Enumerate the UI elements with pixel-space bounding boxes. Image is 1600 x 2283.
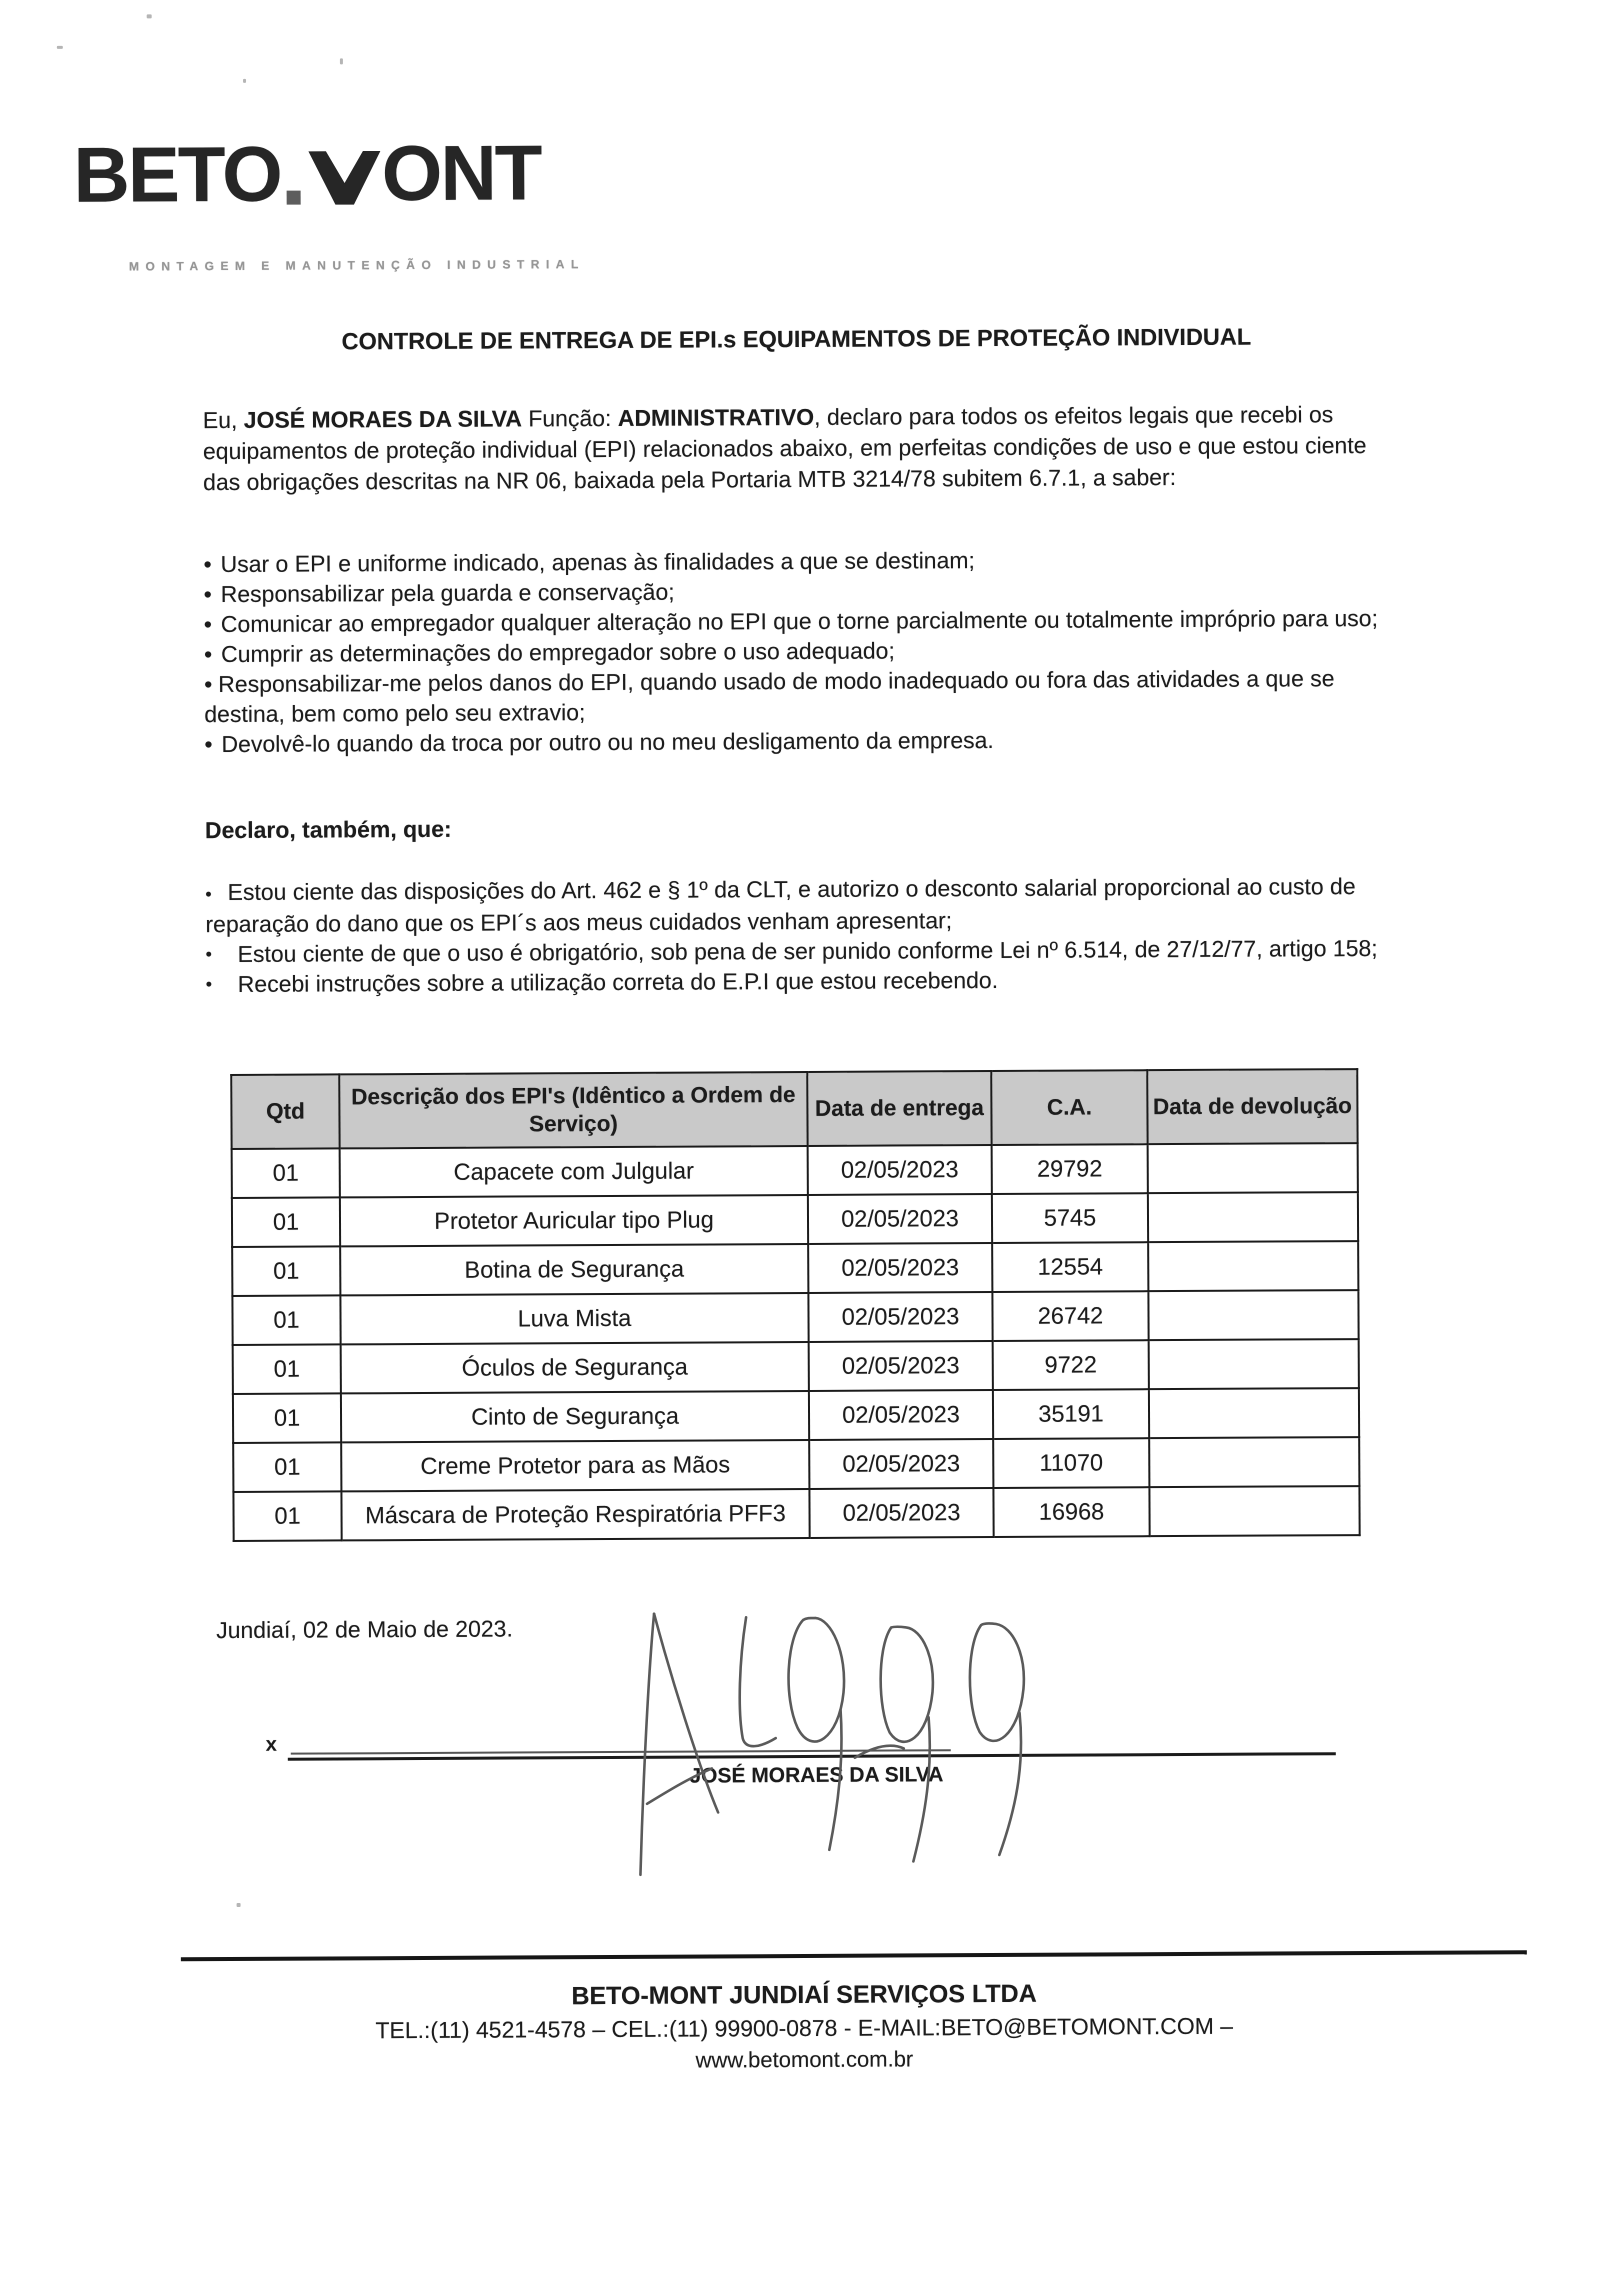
- logo-dot-icon: [287, 191, 301, 205]
- footer-website: www.betomont.com.br: [695, 2046, 914, 2073]
- cell-data-devolucao: [1148, 1192, 1358, 1242]
- list-item-text: Recebi instruções sobre a utilização correta do E.P.I que estou recebendo.: [237, 966, 999, 997]
- table-header-descricao: Descrição dos EPI's (Idêntico a Ordem de Serviço): [339, 1072, 807, 1148]
- table-row: [233, 1437, 1359, 1492]
- cell-data-entrega: 02/05/2023: [808, 1292, 992, 1342]
- cell-ca: 35191: [993, 1389, 1149, 1439]
- logo-text-beto: BETO: [73, 129, 282, 219]
- cell-data-devolucao: [1149, 1388, 1359, 1438]
- list-item-text: Estou ciente de que o uso é obrigatório, sob pena de ser punido conforme Lei nº 6.514, de 27/12/77, artigo 158;: [237, 934, 1378, 967]
- cell-ca: 12554: [992, 1242, 1148, 1292]
- table-row: [233, 1388, 1359, 1443]
- table-row: [233, 1339, 1359, 1394]
- cell-data-entrega: 02/05/2023: [809, 1439, 993, 1489]
- cell-ca: 5745: [992, 1193, 1148, 1243]
- table-row: [232, 1143, 1358, 1198]
- footer-divider: [181, 1950, 1527, 1961]
- list-item: [206, 933, 1422, 969]
- epi-table: [230, 1068, 1360, 1542]
- bullet-icon: •: [205, 974, 213, 995]
- table-row: [232, 1290, 1358, 1345]
- scan-speck: [237, 1903, 241, 1907]
- intro-body: , declaro para todos os efeitos legais que recebi os equipamentos de proteção individual (EPI) relacionados abaixo, em perfeitas condições de uso e que estou ciente das obrigações descritas na NR 06, baixada pela Portaria MTB 3214/78 subitem 6.7.1, a saber:: [202, 401, 1367, 496]
- cell-ca: 26742: [992, 1291, 1148, 1341]
- list-item-text: Devolvê-lo quando da troca por outro ou no meu desligamento da empresa.: [221, 726, 994, 758]
- cell-qtd: 01: [232, 1246, 340, 1296]
- cell-descricao: Máscara de Proteção Respiratória PFF3: [341, 1489, 809, 1540]
- funcao-label: Função:: [521, 404, 618, 432]
- cell-qtd: 01: [233, 1344, 341, 1394]
- cell-qtd: 01: [233, 1442, 341, 1492]
- cell-descricao: Protetor Auricular tipo Plug: [340, 1195, 808, 1246]
- scan-speck: [340, 58, 343, 64]
- obligations-list: [203, 543, 1416, 759]
- list-item-text: Usar o EPI e uniforme indicado, apenas às finalidades a que se destinam;: [220, 547, 975, 578]
- table-row: [232, 1192, 1358, 1247]
- list-item: [205, 871, 1421, 939]
- declarations-list: [205, 871, 1422, 999]
- list-item-text: Responsabilizar pela guarda e conservação;: [220, 578, 675, 608]
- cell-qtd: 01: [233, 1393, 341, 1443]
- cell-qtd: 01: [233, 1491, 341, 1541]
- cell-data-devolucao: [1149, 1437, 1359, 1487]
- employee-name: JOSÉ MORAES DA SILVA: [243, 405, 522, 433]
- page-title: CONTROLE DE ENTREGA DE EPI.s EQUIPAMENTOS DE PROTEÇÃO INDIVIDUAL: [341, 323, 1252, 355]
- cell-ca: 16968: [993, 1487, 1149, 1537]
- list-item-text: Estou ciente das disposições do Art. 462 e § 1º da CLT, e autorizo o desconto salarial proporcional ao custo de reparação do dano que os EPI´s aos meus cuidados venham apresentar;: [205, 873, 1356, 938]
- company-logo: [73, 128, 541, 219]
- intro-paragraph: [203, 399, 1401, 498]
- cell-data-entrega: 02/05/2023: [808, 1145, 992, 1195]
- cell-descricao: Óculos de Segurança: [341, 1342, 809, 1393]
- cell-ca: 29792: [992, 1144, 1148, 1194]
- cell-data-entrega: 02/05/2023: [809, 1341, 993, 1391]
- bullet-icon: •: [203, 581, 212, 608]
- scan-speck: [147, 14, 152, 18]
- bullet-icon: •: [205, 944, 212, 965]
- cell-descricao: Creme Protetor para as Mãos: [341, 1440, 809, 1491]
- intro-prefix: Eu,: [202, 406, 244, 434]
- cell-ca: 9722: [993, 1340, 1149, 1390]
- table-header-data-entrega: Data de entrega: [807, 1071, 991, 1146]
- cell-data-devolucao: [1148, 1290, 1358, 1340]
- scan-speck: [57, 46, 63, 49]
- cell-qtd: 01: [232, 1197, 340, 1247]
- city-date-line: Jundiaí, 02 de Maio de 2023.: [216, 1615, 513, 1644]
- cell-data-devolucao: [1149, 1486, 1359, 1536]
- footer-contacts: TEL.:(11) 4521-4578 – CEL.:(11) 99900-0878 - E-MAIL:BETO@BETOMONT.COM –: [375, 2012, 1234, 2044]
- cell-qtd: 01: [232, 1295, 340, 1345]
- bullet-icon: •: [203, 641, 213, 668]
- list-item-text: Comunicar ao empregador qualquer alteração no EPI que o torne parcialmente ou totalmente impróprio para uso;: [220, 604, 1379, 638]
- cell-descricao: Cinto de Segurança: [341, 1391, 809, 1442]
- list-item-text: Responsabilizar-me pelos danos do EPI, quando usado de modo inadequado ou fora das atividades a que se destina, bem como pelo seu extravio;: [204, 665, 1335, 728]
- cell-data-entrega: 02/05/2023: [809, 1390, 993, 1440]
- cell-descricao: Capacete com Julgular: [340, 1146, 808, 1197]
- table-row: [233, 1486, 1359, 1541]
- signer-name: JOSÉ MORAES DA SILVA: [689, 1763, 944, 1788]
- cell-data-entrega: 02/05/2023: [808, 1243, 992, 1293]
- bullet-icon: •: [204, 731, 213, 758]
- cell-qtd: 01: [232, 1148, 340, 1198]
- table-header-row: [231, 1069, 1357, 1149]
- list-item: [204, 663, 1416, 729]
- bullet-icon: •: [204, 671, 213, 698]
- cell-descricao: Luva Mista: [340, 1293, 808, 1344]
- list-item: [204, 723, 1416, 759]
- table-row: [232, 1241, 1358, 1296]
- logo-text-ont: ONT: [381, 128, 541, 218]
- table-header-ca: C.A.: [991, 1070, 1147, 1145]
- cell-ca: 11070: [993, 1438, 1149, 1488]
- cell-descricao: Botina de Segurança: [340, 1244, 808, 1295]
- signature-x-mark: x: [265, 1733, 277, 1756]
- handwritten-signature: [591, 1597, 1063, 1889]
- logo-letter-m-icon: [309, 150, 381, 205]
- list-item: [204, 603, 1416, 639]
- cell-data-entrega: 02/05/2023: [808, 1194, 992, 1244]
- cell-data-devolucao: [1148, 1143, 1358, 1193]
- list-item: [206, 963, 1422, 999]
- list-item-text: Cumprir as determinações do empregador sobre o uso adequado;: [220, 637, 895, 668]
- employee-role: ADMINISTRATIVO: [617, 403, 815, 431]
- cell-data-devolucao: [1148, 1241, 1358, 1291]
- bullet-icon: •: [203, 551, 212, 578]
- logo-tagline: MONTAGEM E MANUTENÇÃO INDUSTRIAL: [128, 257, 585, 274]
- table-header-data-devolucao: Data de devolução: [1147, 1069, 1357, 1144]
- bullet-icon: •: [205, 884, 212, 905]
- cell-data-devolucao: [1149, 1339, 1359, 1389]
- scan-speck: [243, 79, 246, 83]
- cell-data-entrega: 02/05/2023: [809, 1488, 993, 1538]
- table-header-qtd: Qtd: [231, 1074, 339, 1149]
- bullet-icon: •: [203, 611, 213, 638]
- footer-company-name: BETO-MONT JUNDIAÍ SERVIÇOS LTDA: [571, 1979, 1037, 2011]
- declaro-heading: Declaro, também, que:: [204, 815, 452, 844]
